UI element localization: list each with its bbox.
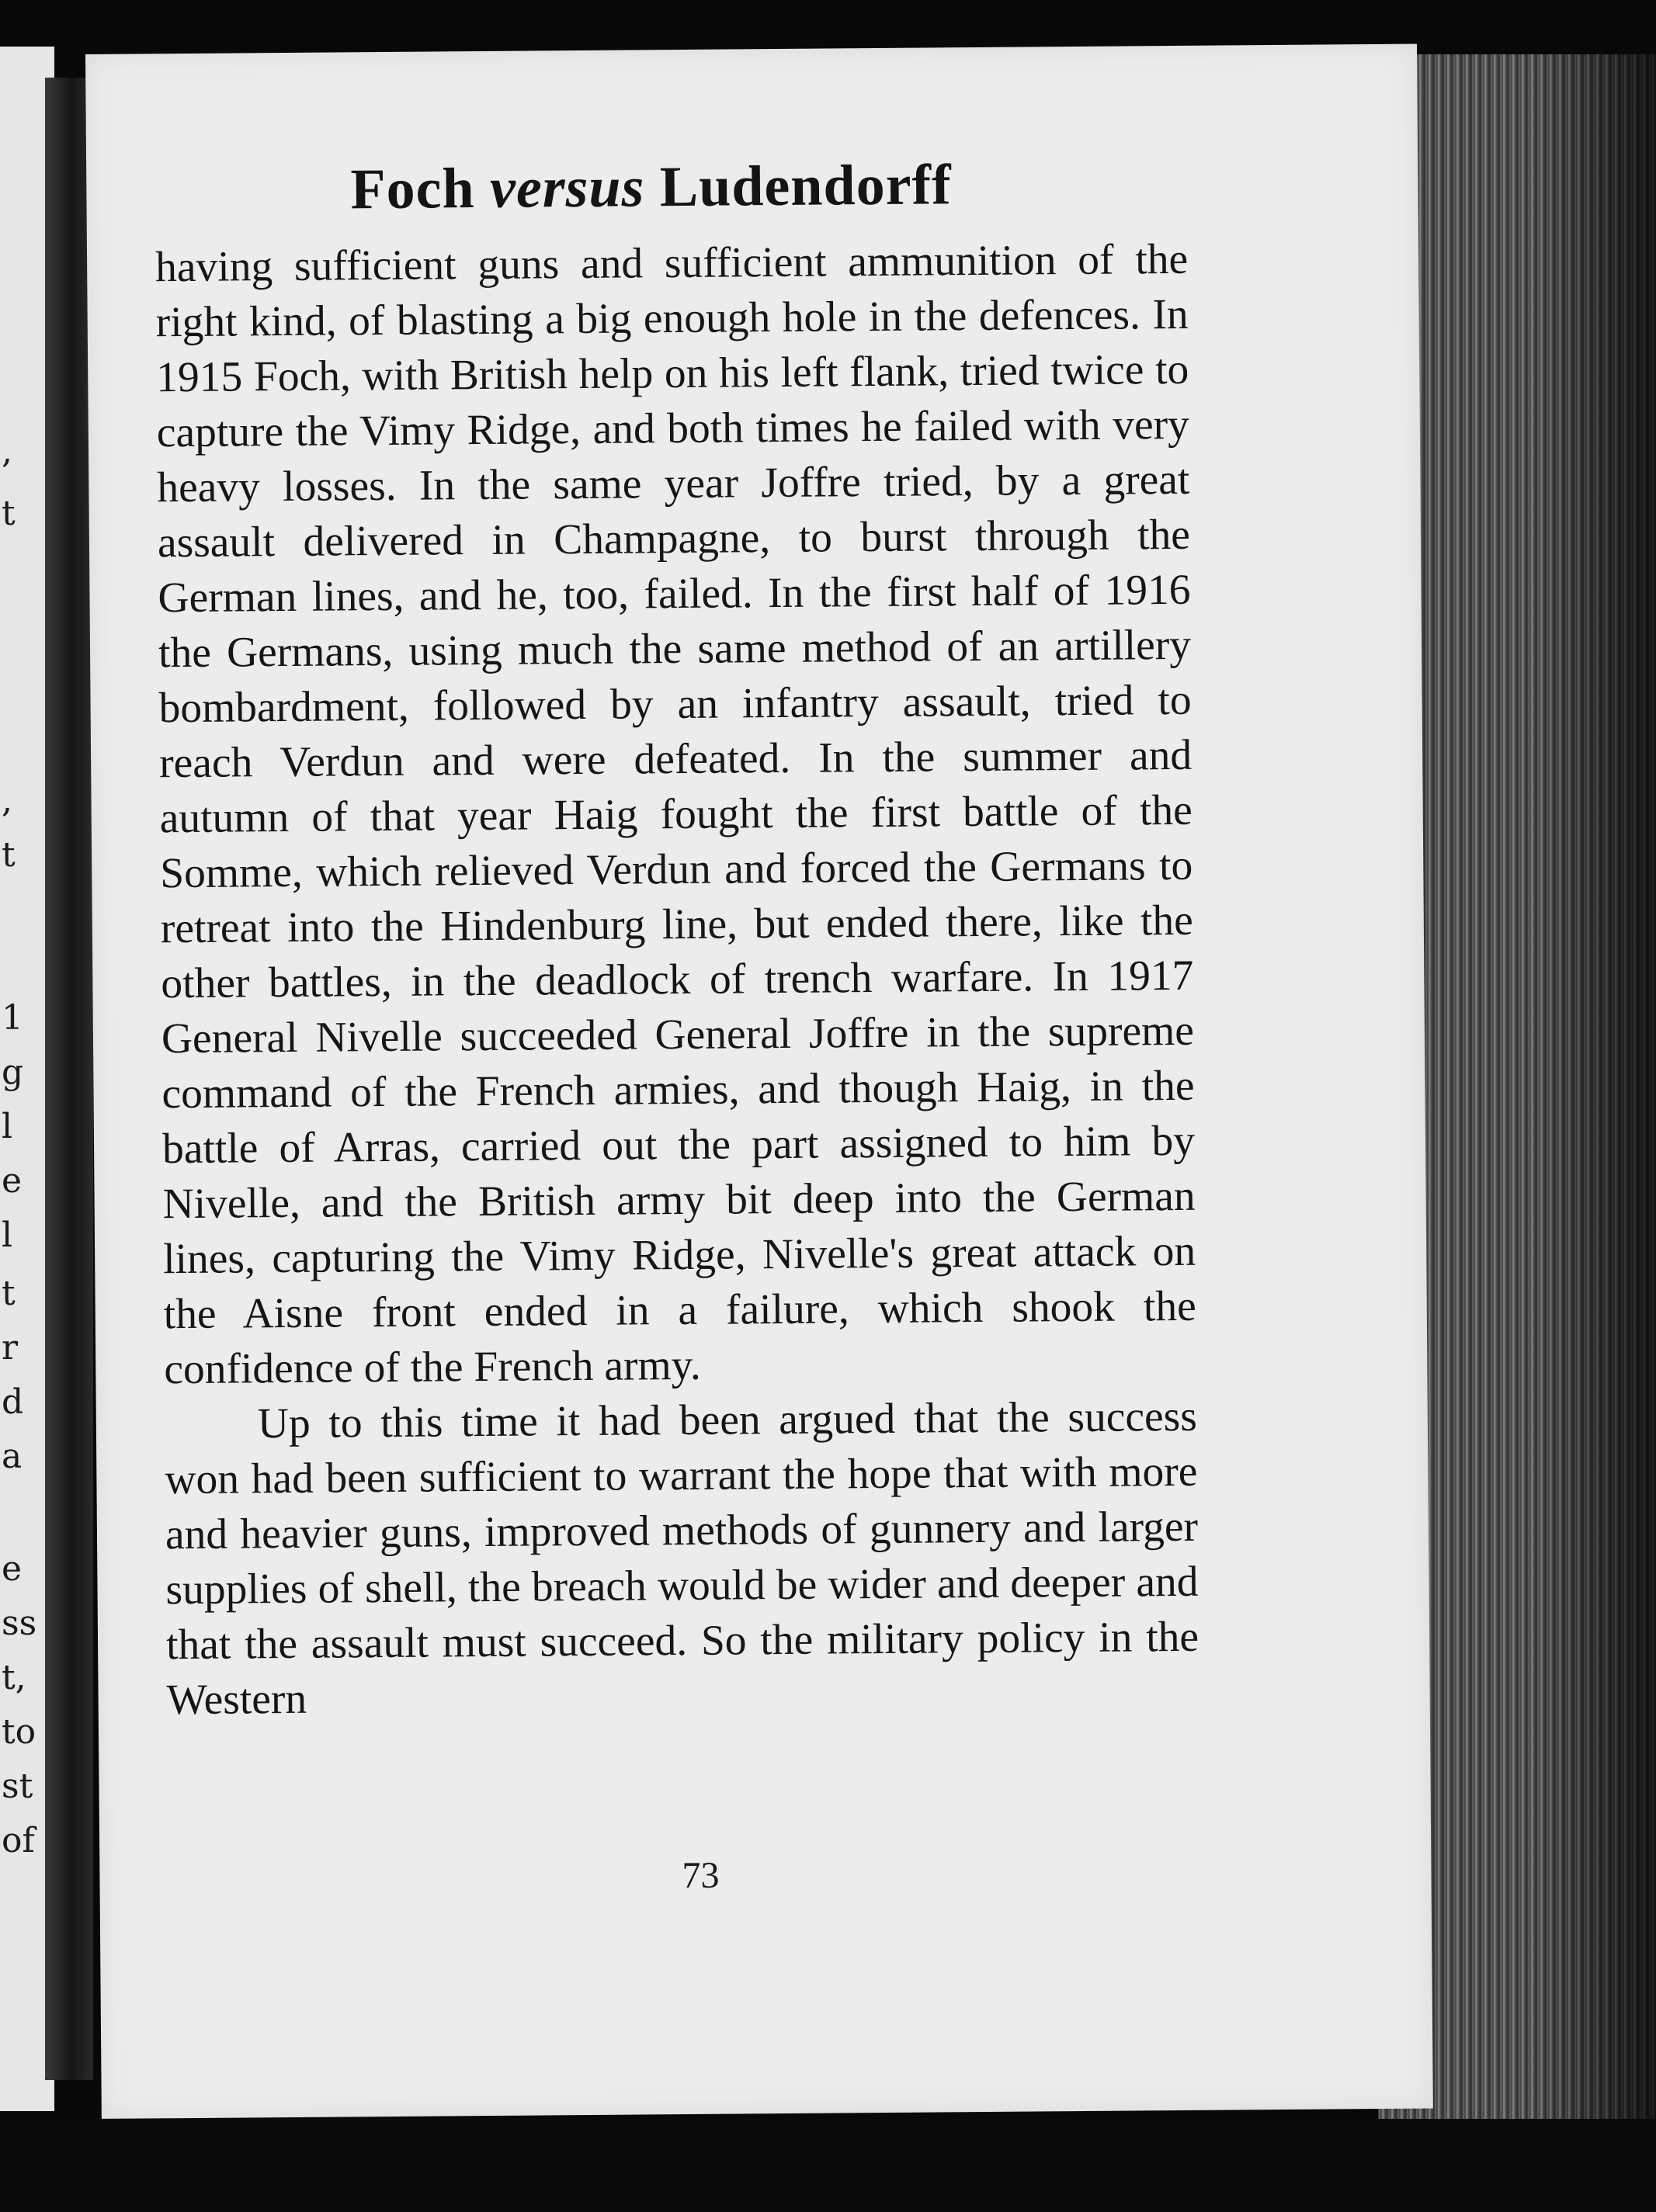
scan-bottom-border [0,2119,1656,2212]
left-fragment: to [2,1712,36,1752]
left-fragment: , [2,432,12,471]
left-fragment: 1 [2,998,23,1038]
paragraph: having sufficient guns and sufficient ammunition of the right kind, of blasting a big enough hole in the defences. In 1915 Foch, with British help on his left flank, tried twice to capture the Vimy Ridge, and both times he failed with very heavy losses. In the same year Joffre tried, by a great assault delivered in Champagne, to burst through the German lines, and he, too, failed. In the first half of 1916 the Germans, using much the same method of an artillery bombardment, followed by an infantry assault, tried to reach Verdun and were defeated. In the summer and autumn of that year Haig fought the first battle of the Somme, which relieved Verdun and forced the Germans to retreat into the Hindenburg line, but ended there, like the other battles, in the deadlock of trench warfare. In 1917 General Nivelle succeeded General Joffre in the supreme command of the French armies, and though Haig, in the battle of Arras, carried out the part assigned to him by Nivelle, and the British army bit deep into the German lines, capturing the Vimy Ridge, Nivelle's great attack on the Aisne front ended in a failure, which shook the confidence of the French army. [154,235,1196,1394]
left-fragment: r [2,1328,19,1368]
left-fragment: l [2,1107,13,1146]
left-fragment: st [2,1766,33,1806]
book-gutter [45,78,93,2080]
left-fragment: l [2,1215,13,1255]
left-fragment: ss [2,1604,37,1643]
page-title [350,151,1127,223]
left-fragment: d [2,1382,24,1422]
title-text-ludendorff: Ludendorff [644,153,953,220]
left-fragment: a [2,1437,23,1476]
page-number: 73 [682,1854,720,1897]
paragraph: Up to this time it had been argued that the success won had been sufficient to warrant the hope that with more and heavier guns, improved methods of gunnery and larger supplies of shell, the breach would be wider and deeper and that the assault must succeed. So the military policy in the Western [165,1392,1199,1725]
left-fragment: t, [2,1658,26,1697]
left-fragment: of [2,1821,35,1860]
left-fragment: g [2,1052,24,1092]
left-fragment: e [2,1549,23,1589]
left-page-text-fragments [0,0,37,2212]
title-text-versus: versus [489,155,645,220]
left-fragment: , [2,781,12,820]
left-fragment: t [2,494,16,533]
left-fragment: e [2,1161,23,1201]
left-fragment: t [2,835,16,875]
title-text-foch: Foch [350,156,491,222]
page-body [155,232,1199,1728]
left-fragment: t [2,1274,16,1313]
book-page [85,44,1433,2119]
